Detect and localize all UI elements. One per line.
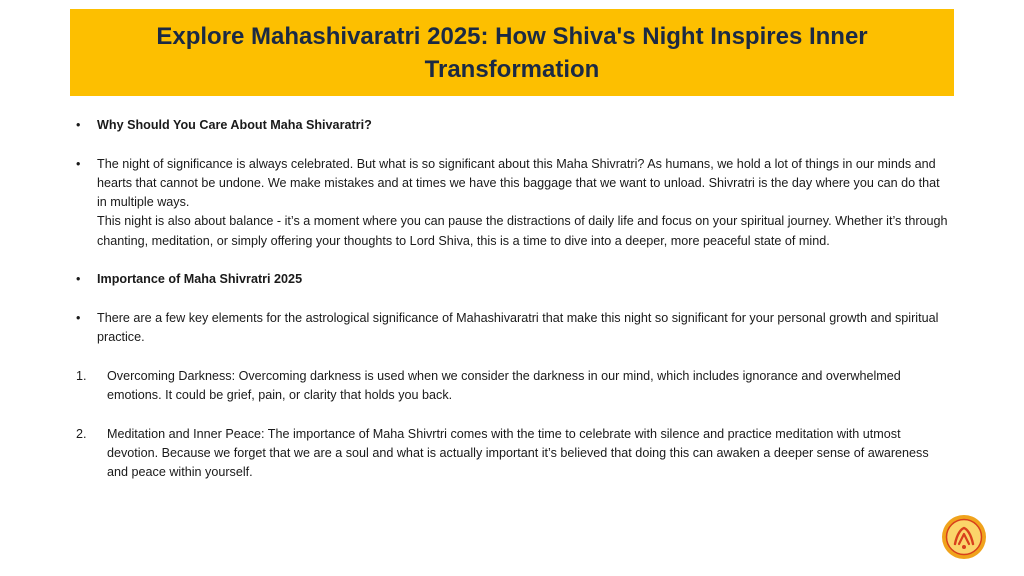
- bullet-marker: •: [76, 156, 81, 171]
- slide-title: Explore Mahashivaratri 2025: How Shiva's Night Inspires Inner Transformation: [156, 22, 868, 83]
- circular-brand-logo-icon: [941, 514, 987, 560]
- bullet-marker: •: [76, 118, 81, 132]
- paragraph-continuation: [76, 212, 948, 251]
- list-number: 2.: [76, 426, 87, 441]
- paragraph-text: Meditation and Inner Peace: The importance of Maha Shivrtri comes with the time to celebrate with silence and practice meditation with utmost devotion. Because we forget that we are a soul and what is actually important it’s believed that doing this can awaken a deeper sense of awareness and peace within yourself.: [107, 426, 929, 480]
- numbered-item: [76, 425, 948, 483]
- paragraph-text: This night is also about balance - it’s a moment where you can pause the distractions of daily life and focus on your spiritual journey. Whether it’s through chanting, meditation, or simply offering your thoughts to Lord Shiva, this is a time to dive into a deeper, more peaceful state of mind.: [97, 214, 948, 248]
- bullet-item: [76, 116, 948, 135]
- section-heading: Importance of Maha Shivratri 2025: [97, 272, 303, 287]
- bullet-item: [76, 155, 948, 213]
- logo-dot-mark: [962, 545, 966, 549]
- bullet-item: [76, 270, 948, 289]
- paragraph-text: The night of significance is always celebrated. But what is so significant about this Maha Shivratri? As humans, we hold a lot of things in our minds and hearts that cannot be undone. We make mistakes and at times we have this baggage that we want to unload. Shivratri is the day where you can do that in multiple ways.: [97, 156, 940, 210]
- bullet-item: [76, 309, 948, 348]
- title-banner: [70, 9, 954, 96]
- slide-content: [76, 116, 948, 483]
- paragraph-text: Overcoming Darkness: Overcoming darkness is used when we consider the darkness in our mind, which includes ignorance and overwhelmed emotions. It could be grief, pain, or clarity that holds you back.: [107, 368, 901, 403]
- section-heading: Why Should You Care About Maha Shivaratri?: [97, 118, 372, 132]
- bullet-marker: •: [76, 310, 81, 325]
- list-number: 1.: [76, 368, 87, 383]
- numbered-item: [76, 367, 948, 406]
- paragraph-text: There are a few key elements for the astrological significance of Mahashivaratri that make this night so significant for your personal growth and spiritual practice.: [97, 310, 939, 345]
- bullet-marker: •: [76, 272, 81, 287]
